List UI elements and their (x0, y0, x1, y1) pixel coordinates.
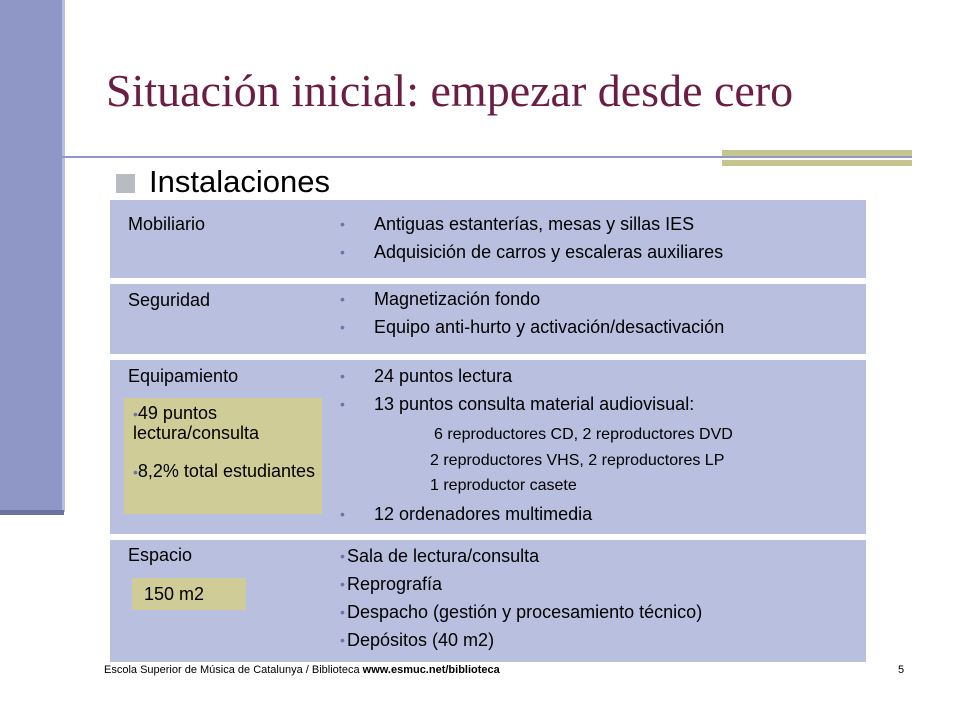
list-item (340, 238, 723, 266)
list-item-text: Despacho (gestión y procesamiento técnico) (347, 602, 703, 622)
bullet-icon: • (340, 632, 345, 648)
left-accent-bar (0, 0, 62, 512)
callout-line (133, 462, 319, 482)
section-heading (116, 164, 330, 200)
bullet-icon: • (340, 396, 345, 412)
list-item-text: Reprografía (347, 574, 443, 594)
footer (104, 664, 500, 676)
footer-text: Escola Superior de Música de Catalunya / Biblioteca (104, 664, 363, 676)
list-item (340, 598, 702, 626)
bullet-icon: • (340, 548, 345, 564)
bullet-list-equipamiento-2 (340, 500, 592, 528)
section-title: Instalaciones (149, 164, 330, 199)
bullet-list-mobiliario (340, 210, 723, 266)
list-item-text: Magnetización fondo (374, 289, 541, 309)
left-accent-bar-edge (62, 0, 65, 512)
title-rule (40, 156, 912, 158)
callout-espacio (132, 578, 246, 610)
bullet-icon: • (133, 406, 138, 422)
list-item-text: Adquisición de carros y escaleras auxiliares (374, 242, 724, 262)
bullet-list-seguridad (340, 285, 724, 341)
list-item (340, 542, 702, 570)
bullet-icon: • (340, 604, 345, 620)
row-label: Espacio (128, 545, 193, 565)
list-item (340, 285, 724, 313)
row-label: Seguridad (128, 290, 211, 310)
list-item (340, 570, 702, 598)
list-item (340, 362, 694, 390)
callout-text: 49 puntos lectura/consulta (133, 403, 260, 443)
list-item (340, 210, 723, 238)
callout-line (133, 404, 319, 443)
callout-text: 8,2% total estudiantes (137, 461, 316, 481)
left-accent-bar-shadow (0, 510, 64, 515)
page-number: 5 (898, 664, 905, 676)
bullet-icon: • (133, 464, 138, 480)
list-item (340, 313, 724, 341)
bullet-icon: • (340, 216, 345, 232)
bullet-icon: • (340, 291, 345, 307)
bullet-icon: • (340, 319, 345, 335)
list-item-text: Depósitos (40 m2) (347, 630, 495, 650)
list-item-text: Sala de lectura/consulta (347, 546, 540, 566)
sub-item: 2 reproductores VHS, 2 reproductores LP (430, 452, 725, 469)
callout-equipamiento (124, 398, 322, 514)
list-item (340, 390, 694, 418)
list-item-text: Equipo anti-hurto y activación/desactivación (374, 317, 725, 337)
slide-title: Situación inicial: empezar desde cero (106, 65, 794, 116)
decorative-stripe-top (722, 150, 912, 156)
decorative-stripe-bottom (722, 160, 912, 166)
callout-text: 150 m2 (144, 584, 205, 604)
sub-item: 1 reproductor casete (430, 477, 577, 494)
row-label: Equipamiento (128, 366, 239, 386)
bullet-icon: • (340, 576, 345, 592)
list-item-text: 12 ordenadores multimedia (374, 504, 593, 524)
list-item (340, 626, 702, 654)
list-item-text: 13 puntos consulta material audiovisual: (374, 394, 695, 414)
list-item-text: 24 puntos lectura (374, 366, 513, 386)
footer-link[interactable]: www.esmuc.net/biblioteca (362, 664, 500, 676)
bullet-icon: • (340, 244, 345, 260)
list-item-text: Antiguas estanterías, mesas y sillas IES (374, 214, 695, 234)
square-bullet-icon (116, 174, 135, 193)
row-label: Mobiliario (128, 214, 206, 234)
bullet-list-espacio (340, 542, 702, 654)
bullet-icon: • (340, 506, 345, 522)
bullet-list-equipamiento (340, 362, 694, 418)
list-item (340, 500, 592, 528)
sub-item: 6 reproductores CD, 2 reproductores DVD (434, 426, 733, 443)
bullet-icon: • (340, 368, 345, 384)
